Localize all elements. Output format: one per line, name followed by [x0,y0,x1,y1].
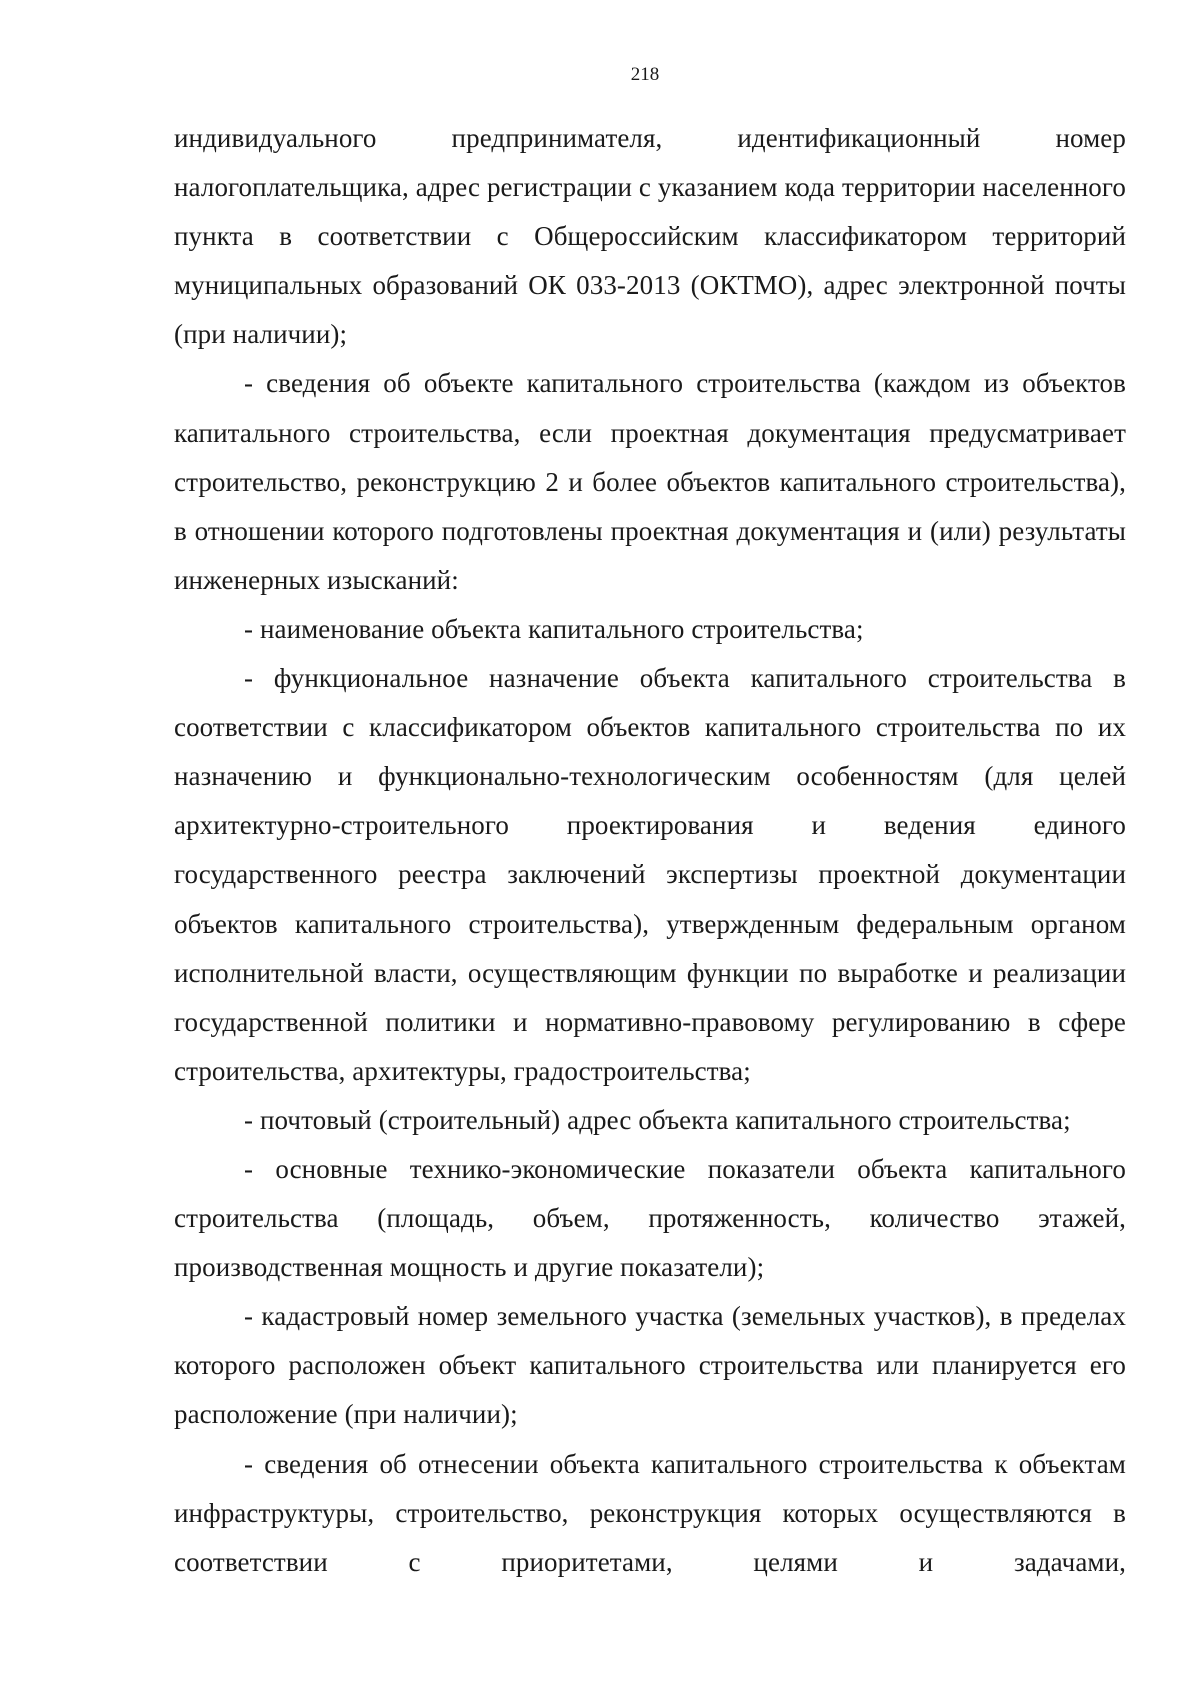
paragraph-8: - сведения об отнесении объекта капитального строительства к объектам инфраструктуры, строительство, реконструкция которых осуществляются в соответствии с приоритетами, целями и задачами, [174,1448,1126,1577]
paragraph-2: - сведения об объекте капитального строительства (каждом из объектов капитального строительства, если проектная документация предусматривает строительство, реконструкцию 2 и более объектов капитального строительства), в отношении которого подготовлены проектная документация и (или) результаты инженерных изысканий: [174,368,1126,595]
paragraph-4: - функциональное назначение объекта капитального строительства в соответствии с классификатором объектов капитального строительства по их назначению и функционально-технологическим особенностям (для целей архитектурно-строительного проектирования и ведения единого государственного реестра заключений экспертизы проектной документации объектов капитального строительства), утвержденным федеральным органом исполнительной власти, осуществляющим функции по выработке и реализации государственной политики и нормативно-правовому регулированию в сфере строительства, архитектуры, градостроительства; [174,663,1126,1086]
paragraph-3: - наименование объекта капитального строительства; [244,613,864,644]
page-number: 218 [630,64,660,85]
document-body [174,114,1126,1587]
paragraph-6: - основные технико-экономические показатели объекта капитального строительства (площадь, объем, протяженность, количество этажей, производственная мощность и другие показатели); [174,1153,1126,1283]
paragraph-7: - кадастровый номер земельного участка (земельных участков), в пределах которого расположен объект капитального строительства или планируется его расположение (при наличии); [174,1301,1126,1430]
paragraph-5: - почтовый (строительный) адрес объекта капитального строительства; [244,1104,1071,1135]
paragraph-1: индивидуального предпринимателя, идентификационный номер налогоплательщика, адрес регистрации с указанием кода территории населенного пункта в соответствии с Общероссийским классификатором территорий муниципальных образований ОК 033-2013 (ОКТМО), адрес электронной почты (при наличии); [174,123,1126,350]
